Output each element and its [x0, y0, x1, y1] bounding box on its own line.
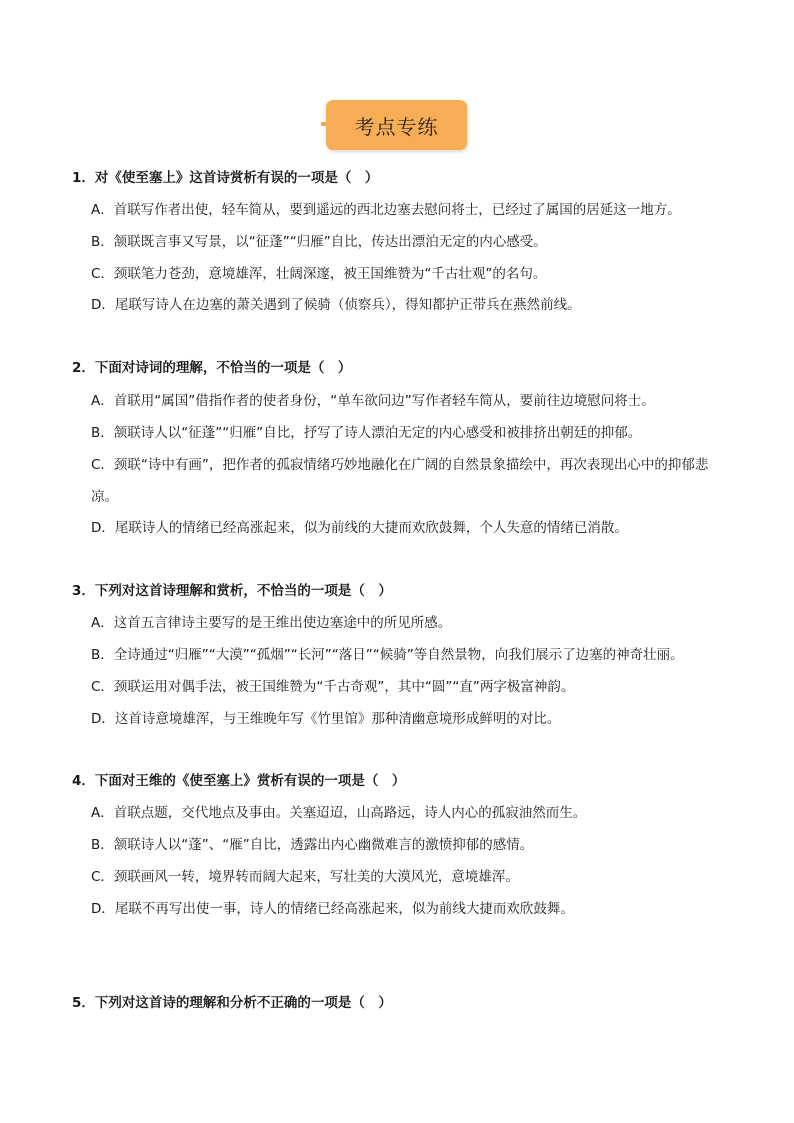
option-b: B．颔联诗人以“征蓬”“归雁”自比，抒写了诗人漂泊无定的内心感受和被排挤出朝廷的抑郁。 — [91, 425, 642, 441]
option-b: B．全诗通过“归雁”“大漠”“孤烟”“长河”“落日”“候骑”等自然景物，向我们展示了边塞的神奇壮丽。 — [91, 647, 684, 663]
option-a: A．这首五言律诗主要写的是王维出使边塞途中的所见所感。 — [91, 615, 452, 631]
question-stem: 5．下列对这首诗的理解和分析不正确的一项是（ ） — [72, 995, 392, 1011]
section-title-area — [0, 100, 794, 152]
question-stem: 2．下面对诗词的理解，不恰当的一项是（ ） — [72, 360, 352, 376]
option-d: D．尾联不再写出使一事，诗人的情绪已经高涨起来，似为前线大捷而欢欣鼓舞。 — [91, 901, 574, 917]
option-d: D．这首诗意境雄浑，与王维晚年写《竹里馆》那种清幽意境形成鲜明的对比。 — [91, 711, 561, 727]
option-b: B．颔联诗人以“蓬”、“雁”自比，透露出内心幽微难言的激愤抑郁的感情。 — [91, 837, 534, 853]
section-title: 考点专练 — [326, 100, 467, 150]
option-c: C．颈联画风一转，境界转而阔大起来，写壮美的大漠风光，意境雄浑。 — [91, 869, 519, 885]
option-a: A．首联用“属国”借指作者的使者身份，“单车欲问边”写作者轻车简从，要前往边境慰问将士。 — [91, 393, 655, 409]
option-b: B．颔联既言事又写景，以“征蓬”“归雁”自比，传达出漂泊无定的内心感受。 — [91, 234, 547, 250]
option-c: C．颈联运用对偶手法，被王国维赞为“千古奇观”，其中“圆”“直”两字极富神韵。 — [91, 679, 575, 695]
question-stem: 1．对《使至塞上》这首诗赏析有误的一项是（ ） — [72, 170, 379, 186]
option-a: A．首联写作者出使，轻车简从，要到遥远的西北边塞去慰问将士，已经过了属国的居延这一地方。 — [91, 202, 681, 218]
option-d: D．尾联诗人的情绪已经高涨起来，似为前线的大捷而欢欣鼓舞，个人失意的情绪已消散。 — [91, 520, 628, 536]
option-c-continuation: 凉。 — [91, 489, 118, 505]
option-d: D．尾联写诗人在边塞的萧关遇到了候骑（侦察兵），得知都护正带兵在燕然前线。 — [91, 297, 581, 313]
option-a: A．首联点题，交代地点及事由。关塞迢迢，山高路远，诗人内心的孤寂油然而生。 — [91, 805, 587, 821]
question-stem: 3．下列对这首诗理解和赏析，不恰当的一项是（ ） — [72, 583, 392, 599]
question-stem: 4．下面对王维的《使至塞上》赏析有误的一项是（ ） — [72, 773, 406, 789]
option-c: C．颈联“诗中有画”，把作者的孤寂情绪巧妙地融化在广阔的自然景象描绘中，再次表现出心中的抑郁悲 — [91, 457, 709, 473]
option-c: C．颈联笔力苍劲，意境雄浑，壮阔深邃，被王国维赞为“千古壮观”的名句。 — [91, 266, 547, 282]
